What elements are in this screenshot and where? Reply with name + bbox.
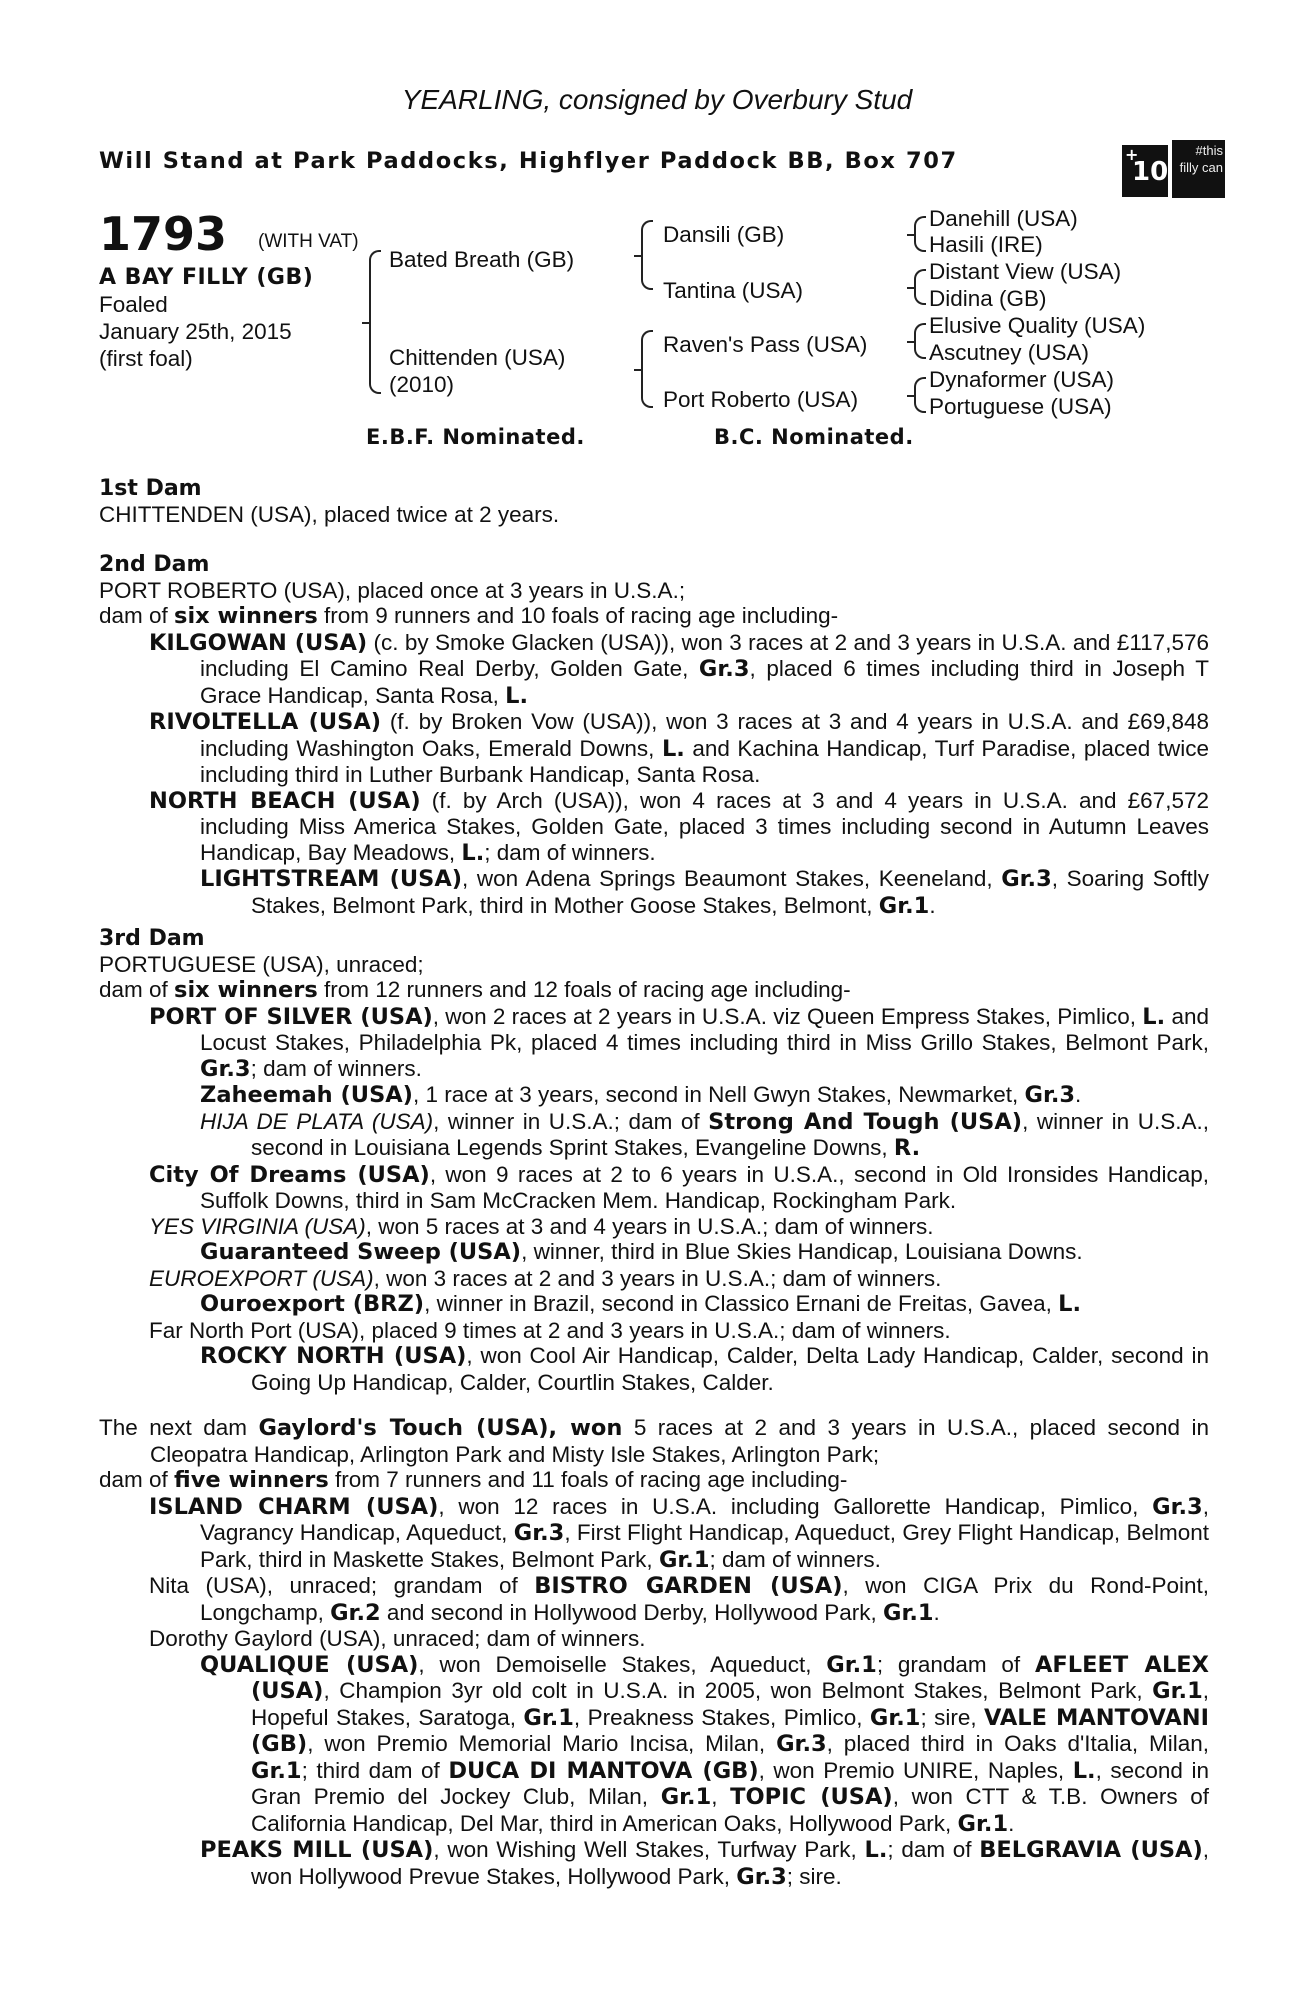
third-dam-heading: 3rd Dam xyxy=(99,926,205,951)
third-dam-section xyxy=(99,926,1209,1395)
first-dam-heading: 1st Dam xyxy=(99,476,202,501)
g3-ancestor-7: Dynaformer (USA) xyxy=(929,367,1115,392)
pedigree-brace-g1 xyxy=(914,216,926,252)
sire-dam-name: Tantina (USA) xyxy=(663,278,804,303)
g3-ancestor-4: Didina (GB) xyxy=(929,286,1047,311)
second-dam-heading: 2nd Dam xyxy=(99,552,210,577)
pedigree-brace-dam xyxy=(641,330,653,408)
g3-ancestor-6: Ascutney (USA) xyxy=(929,340,1090,365)
next-dam-entry-peaks-mill: PEAKS MILL (USA), won Wishing Well Stakes, Turfway Park, L.; dam of BELGRAVIA (USA), won Hollywood Prevue Stakes, Hollywood Park, Gr.3; sire. xyxy=(200,1837,1209,1890)
third-dam-entry-guaranteed-sweep: Guaranteed Sweep (USA), winner, third in Blue Skies Handicap, Louisiana Downs. xyxy=(200,1239,1083,1265)
next-dam-section xyxy=(99,1415,1209,1890)
third-dam-entry-yes-virginia: YES VIRGINIA (USA), won 5 races at 3 and 4 years in U.S.A.; dam of winners. xyxy=(149,1213,934,1239)
first-dam-section xyxy=(99,476,1209,527)
third-dam-entry-rocky-north: ROCKY NORTH (USA), won Cool Air Handicap, Calder, Delta Lady Handicap, Calder, second in Going Up Handicap, Calder, Courtlin Stakes, Calder. xyxy=(200,1343,1209,1395)
pedigree-brace-g4 xyxy=(914,377,926,413)
next-dam-entry-qualique: QUALIQUE (USA), won Demoiselle Stakes, Aqueduct, Gr.1; grandam of AFLEET ALEX (USA), Champion 3yr old colt in U.S.A. in 2005, won Belmont Stakes, Belmont Park, Gr.1, Hopeful Stakes, Saratoga, Gr.1, Preakness Stakes, Pimlico, Gr.1; sire, VALE MANTOVANI (GB), won Premio Memorial Mario Incisa, Milan, Gr.3, placed third in Oaks d'Italia, Milan, Gr.1; third dam of DUCA DI MANTOVA (GB), won Premio UNIRE, Naples, L., second in Gran Premio del Jockey Club, Milan, Gr.1, TOPIC (USA), won CTT & T.B. Owners of California Handicap, Del Mar, third in American Oaks, Hollywood Park, Gr.1. xyxy=(200,1651,1210,1837)
third-dam-entry-city-of-dreams: City Of Dreams (USA), won 9 races at 2 to 6 years in U.S.A., second in Old Ironsides Handicap, Suffolk Downs, third in Sam McCracken Mem. Handicap, Rockingham Park. xyxy=(149,1161,1209,1213)
second-dam-entry-rivoltella: RIVOLTELLA (USA) (f. by Broken Vow (USA)), won 3 races at 3 and 4 years in U.S.A. and £69,848 including Washington Oaks, Emerald Downs, L. and Kachina Handicap, Turf Paradise, placed twice including third in Luther Burbank Handicap, Santa Rosa. xyxy=(149,709,1209,787)
third-dam-entry-port-of-silver: PORT OF SILVER (USA), won 2 races at 2 years in U.S.A. viz Queen Empress Stakes, Pimlico, L. and Locust Stakes, Philadelphia Pk, placed 4 times including third in Miss Grillo Stakes, Belmont Park, Gr.3; dam of winners. xyxy=(149,1003,1209,1082)
plus10-number: 10 xyxy=(1132,157,1169,187)
next-dam-entry-island-charm: ISLAND CHARM (USA), won 12 races in U.S.A. including Gallorette Handicap, Pimlico, Gr.3, Vagrancy Handicap, Aqueduct, Gr.3, First Flight Handicap, Aqueduct, Grey Flight Handicap, Belmont Park, third in Maskette Stakes, Belmont Park, Gr.1; dam of winners. xyxy=(149,1493,1209,1573)
second-dam-entry-north-beach: NORTH BEACH (USA) (f. by Arch (USA)), won 4 races at 3 and 4 years in U.S.A. and £67,572 including Miss America Stakes, Golden Gate, placed 3 times including second in Autumn Leaves Handicap, Bay Meadows, L.; dam of winners. xyxy=(149,787,1209,866)
dam-dam-name: Port Roberto (USA) xyxy=(663,387,859,412)
g3-ancestor-5: Elusive Quality (USA) xyxy=(929,313,1146,338)
pedigree-brace-g2 xyxy=(914,269,926,305)
foaled-date: January 25th, 2015 xyxy=(99,319,292,344)
third-dam-line2: dam of six winners from 12 runners and 12 foals of racing age including- xyxy=(99,977,851,1003)
next-dam-progeny-summary: dam of five winners from 7 runners and 11 foals of racing age including- xyxy=(99,1467,848,1493)
this-filly-can-text: #this filly can xyxy=(1179,143,1223,175)
lot-name: A BAY FILLY (GB) xyxy=(99,265,314,290)
g3-ancestor-8: Portuguese (USA) xyxy=(929,394,1112,419)
second-dam-entry-kilgowan: KILGOWAN (USA) (c. by Smoke Glacken (USA)), won 3 races at 2 and 3 years in U.S.A. and £117,576 including El Camino Real Derby, Golden Gate, Gr.3, placed 6 times including third in Joseph T Grace Handicap, Santa Rosa, L. xyxy=(149,629,1209,709)
pedigree-brace-sire xyxy=(641,220,653,290)
this-filly-can-logo xyxy=(1172,140,1225,198)
second-dam-line1: PORT ROBERTO (USA), placed once at 3 years in U.S.A.; xyxy=(99,577,686,603)
third-dam-entry-far-north-port: Far North Port (USA), placed 9 times at 2 and 3 years in U.S.A.; dam of winners. xyxy=(149,1317,951,1343)
second-dam-entry-lightstream: LIGHTSTREAM (USA), won Adena Springs Beaumont Stakes, Keeneland, Gr.3, Soaring Softly Stakes, Belmont Park, third in Mother Goose Stakes, Belmont, Gr.1. xyxy=(200,866,1210,919)
ebf-nominated: E.B.F. Nominated. xyxy=(366,425,585,449)
next-dam-entry-dorothy-gaylord: Dorothy Gaylord (USA), unraced; dam of winners. xyxy=(149,1626,646,1651)
stand-location: Will Stand at Park Paddocks, Highflyer Paddock BB, Box 707 xyxy=(99,148,958,174)
g3-ancestor-2: Hasili (IRE) xyxy=(929,232,1043,257)
plus10-logo: + 10 xyxy=(1122,145,1168,197)
next-dam-intro: The next dam Gaylord's Touch (USA), won 5 races at 2 and 3 years in U.S.A., placed second in Cleopatra Handicap, Arlington Park and Misty Isle Stakes, Arlington Park; xyxy=(99,1415,1209,1467)
second-dam-section xyxy=(99,552,1209,919)
third-dam-entry-zaheemah: Zaheemah (USA), 1 race at 3 years, second in Nell Gwyn Stakes, Newmarket, Gr.3. xyxy=(200,1082,1082,1108)
g3-ancestor-1: Danehill (USA) xyxy=(929,206,1078,231)
third-dam-entry-euroexport: EUROEXPORT (USA), won 3 races at 2 and 3 years in U.S.A.; dam of winners. xyxy=(149,1265,942,1291)
sire-name: Bated Breath (GB) xyxy=(389,247,575,272)
consignor-line: YEARLING, consigned by Overbury Stud xyxy=(401,84,913,115)
dam-name: Chittenden (USA) xyxy=(389,345,566,370)
second-dam-line2: dam of six winners from 9 runners and 10 foals of racing age including- xyxy=(99,603,839,629)
next-dam-entry-nita: Nita (USA), unraced; grandam of BISTRO GARDEN (USA), won CIGA Prix du Rond-Point, Longchamp, Gr.2 and second in Hollywood Derby, Hollywood Park, Gr.1. xyxy=(149,1573,1209,1626)
third-dam-entry-ouroexport: Ouroexport (BRZ), winner in Brazil, second in Classico Ernani de Freitas, Gavea, L. xyxy=(200,1291,1082,1317)
pedigree-brace-g3 xyxy=(914,323,926,359)
lot-number: 1793 xyxy=(99,207,228,261)
pedigree-brace-main xyxy=(369,250,381,394)
third-dam-line1: PORTUGUESE (USA), unraced; xyxy=(99,951,424,977)
third-dam-entry-hija-de-plata: HIJA DE PLATA (USA), winner in U.S.A.; dam of Strong And Tough (USA), winner in U.S.A., second in Louisiana Legends Sprint Stakes, Evangeline Downs, R. xyxy=(200,1108,1209,1161)
g3-ancestor-3: Distant View (USA) xyxy=(929,259,1122,284)
dam-sire-name: Raven's Pass (USA) xyxy=(663,332,868,357)
first-dam-text: CHITTENDEN (USA), placed twice at 2 years. xyxy=(99,501,560,527)
sire-sire-name: Dansili (GB) xyxy=(663,222,785,247)
foaled-label: Foaled xyxy=(99,292,168,317)
first-foal-note: (first foal) xyxy=(99,346,193,371)
bc-nominated: B.C. Nominated. xyxy=(714,425,914,449)
dam-year: (2010) xyxy=(389,372,455,397)
vat-note: (WITH VAT) xyxy=(258,231,359,252)
